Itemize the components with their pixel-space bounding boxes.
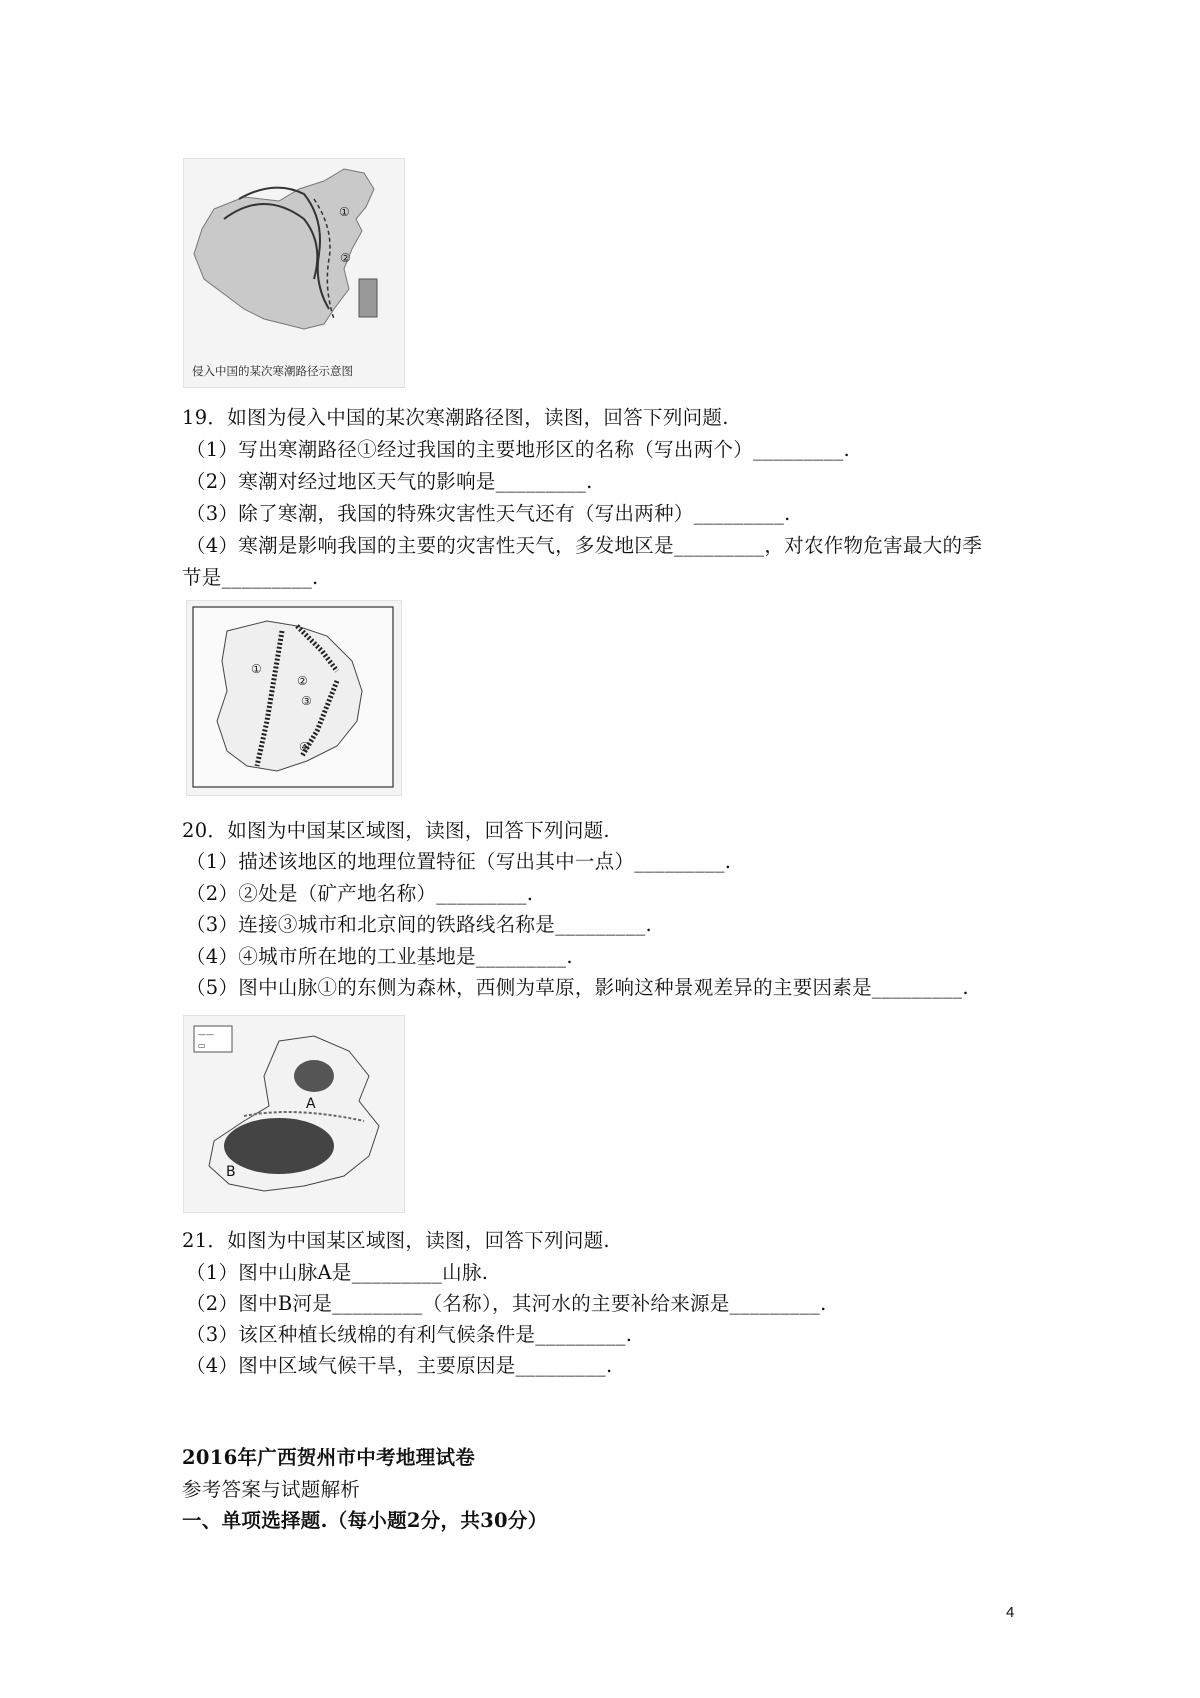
label-a: A xyxy=(306,1096,316,1112)
page-number: 4 xyxy=(1006,1604,1015,1621)
q19-stem: 19．如图为侵入中国的某次寒潮路径图，读图，回答下列问题. xyxy=(182,406,729,429)
q19-part1: （1）写出寒潮路径①经过我国的主要地形区的名称（写出两个）_________. xyxy=(186,438,851,461)
label-b: B xyxy=(226,1164,236,1180)
figure-xinjiang-map xyxy=(183,1015,405,1213)
marker-2: ② xyxy=(297,674,308,688)
q20-part3: （3）连接③城市和北京间的铁路线名称是_________. xyxy=(186,913,653,936)
marker-4: ④ xyxy=(299,740,310,754)
q21-part1: （1）图中山脉A是_________山脉. xyxy=(186,1261,489,1284)
figure-cold-wave-map xyxy=(183,158,405,388)
marker-1: ① xyxy=(339,205,350,219)
q20-part4: （4）④城市所在地的工业基地是_________. xyxy=(186,945,573,968)
section-heading: 一、单项选择题.（每小题2分，共30分） xyxy=(182,1509,548,1532)
q21-part3: （3）该区种植长绒棉的有利气候条件是_________. xyxy=(186,1323,633,1346)
xinjiang-map-image xyxy=(184,1016,404,1212)
q19-part4-continued: 节是_________. xyxy=(182,566,319,589)
figure-caption: 侵入中国的某次寒潮路径示意图 xyxy=(192,364,353,378)
q20-part5: （5）图中山脉①的东侧为森林，西侧为草原，影响这种景观差异的主要因素是_________. xyxy=(186,976,969,999)
marker-2: ② xyxy=(340,251,351,265)
q19-part2: （2）寒潮对经过地区天气的影响是_________. xyxy=(186,470,593,493)
answers-subtitle: 参考答案与试题解析 xyxy=(182,1478,361,1501)
answers-title: 2016年广西贺州市中考地理试卷 xyxy=(182,1446,476,1469)
figure-northeast-map xyxy=(186,600,402,796)
q20-stem: 20．如图为中国某区域图，读图，回答下列问题. xyxy=(182,819,610,842)
q19-part3: （3）除了寒潮，我国的特殊灾害性天气还有（写出两种）_________. xyxy=(186,502,791,525)
q21-part2: （2）图中B河是_________（名称），其河水的主要补给来源是_________. xyxy=(186,1292,827,1315)
marker-3: ③ xyxy=(301,694,312,708)
q20-part1: （1）描述该地区的地理位置特征（写出其中一点）_________. xyxy=(186,850,732,873)
northeast-map-image xyxy=(187,601,401,795)
q21-stem: 21．如图为中国某区域图，读图，回答下列问题. xyxy=(182,1229,610,1252)
legend-item-1: —— xyxy=(198,1030,214,1039)
q21-part4: （4）图中区域气候干旱，主要原因是_________. xyxy=(186,1354,613,1377)
legend-item-2: ▭ xyxy=(198,1041,206,1050)
q19-part4: （4）寒潮是影响我国的主要的灾害性天气，多发地区是_________，对农作物危害最大的季 xyxy=(186,534,983,557)
china-map-image xyxy=(184,159,404,387)
marker-1: ① xyxy=(251,662,262,676)
q20-part2: （2）②处是（矿产地名称）_________. xyxy=(186,882,534,905)
